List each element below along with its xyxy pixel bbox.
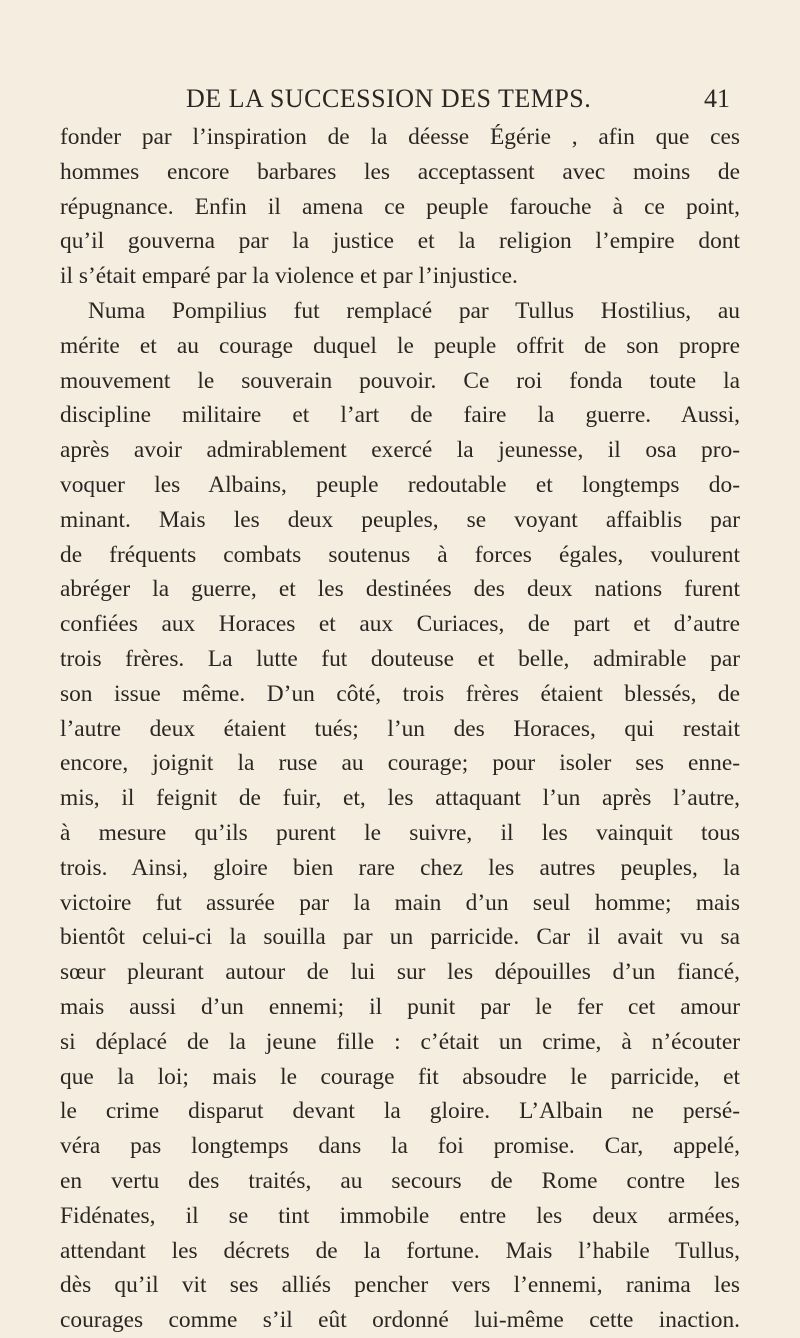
body-text (60, 120, 740, 1338)
text-line: mis, il feignit de fuir, et, les attaquant l’un après l’autre, (60, 785, 740, 812)
text-line: mais aussi d’un ennemi; il punit par le fer cet amour (60, 993, 740, 1020)
text-line: le crime disparut devant la gloire. L’Albain ne persé- (60, 1098, 740, 1125)
text-line: l’autre deux étaient tués; l’un des Horaces, qui restait (60, 715, 740, 742)
text-line: de fréquents combats soutenus à forces égales, voulurent (60, 541, 740, 568)
text-line: véra pas longtemps dans la foi promise. Car, appelé, (60, 1133, 740, 1160)
text-line: Numa Pompilius fut remplacé par Tullus Hostilius, au (88, 297, 740, 324)
text-line: dès qu’il vit ses alliés pencher vers l’ennemi, ranima les (60, 1272, 740, 1299)
text-line: confiées aux Horaces et aux Curiaces, de part et d’autre (60, 611, 740, 638)
text-line: qu’il gouverna par la justice et la religion l’empire dont (60, 228, 740, 255)
text-line: à mesure qu’ils purent le suivre, il les vainquit tous (60, 819, 740, 846)
text-line: victoire fut assurée par la main d’un seul homme; mais (60, 889, 740, 916)
text-line: sœur pleurant autour de lui sur les dépouilles d’un fiancé, (60, 959, 740, 986)
text-line: répugnance. Enfin il amena ce peuple farouche à ce point, (60, 193, 740, 220)
text-line: courages comme s’il eût ordonné lui-même cette inaction. (60, 1307, 740, 1334)
page-number: 41 (704, 84, 730, 113)
text-line: si déplacé de la jeune fille : c’était un crime, à n’écouter (60, 1028, 740, 1055)
text-line: encore, joignit la ruse au courage; pour isoler ses enne- (60, 750, 740, 777)
text-line: Fidénates, il se tint immobile entre les deux armées, (60, 1202, 740, 1229)
text-line: fonder par l’inspiration de la déesse Égérie , afin que ces (60, 124, 740, 150)
text-line: il s’était emparé par la violence et par l’injustice. (60, 263, 518, 290)
text-line: mouvement le souverain pouvoir. Ce roi fonda toute la (60, 367, 740, 394)
text-line: trois. Ainsi, gloire bien rare chez les autres peuples, la (60, 854, 740, 881)
text-line: minant. Mais les deux peuples, se voyant affaiblis par (60, 506, 740, 533)
text-line: son issue même. D’un côté, trois frères étaient blessés, de (60, 680, 740, 707)
text-line: abréger la guerre, et les destinées des deux nations furent (60, 576, 740, 603)
text-line: trois frères. La lutte fut douteuse et belle, admirable par (60, 645, 740, 672)
text-line: que la loi; mais le courage fit absoudre le parricide, et (60, 1063, 740, 1090)
text-line: en vertu des traités, au secours de Rome contre les (60, 1167, 740, 1194)
text-line: après avoir admirablement exercé la jeunesse, il osa pro- (60, 437, 740, 464)
text-line: hommes encore barbares les acceptassent avec moins de (60, 158, 740, 185)
text-line: attendant les décrets de la fortune. Mais l’habile Tullus, (60, 1237, 740, 1264)
running-header (100, 84, 732, 120)
text-line: mérite et au courage duquel le peuple offrit de son propre (60, 332, 740, 359)
text-line: discipline militaire et l’art de faire la guerre. Aussi, (60, 402, 740, 429)
running-title: DE LA SUCCESSION DES TEMPS. (186, 84, 592, 113)
text-line: voquer les Albains, peuple redoutable et longtemps do- (60, 471, 740, 498)
text-line: bientôt celui-ci la souilla par un parricide. Car il avait vu sa (60, 924, 740, 951)
